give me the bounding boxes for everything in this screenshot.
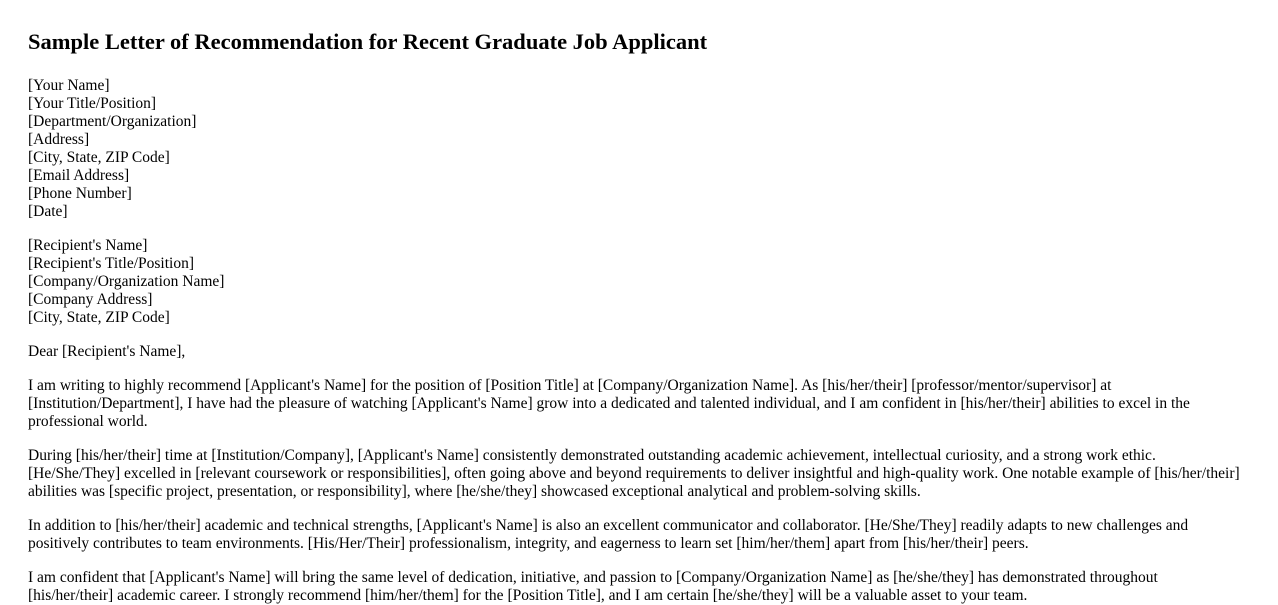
sender-title: [Your Title/Position] <box>28 95 157 112</box>
recipient-title: [Recipient's Title/Position] <box>28 255 194 272</box>
letter-date: [Date] <box>28 203 68 220</box>
recipient-city-state-zip: [City, State, ZIP Code] <box>28 309 170 326</box>
recipient-company-address: [Company Address] <box>28 291 153 308</box>
body-paragraph-conclusion: I am confident that [Applicant's Name] will bring the same level of dedication, initiative, and passion to [Company/Organization Name] as [he/she/they] has demonstrated throughout [his/her/their] academic career. I strongly recommend [him/her/them] for the [Position Title], and I am certain [he/she/they] will be a valuable asset to your team. <box>28 569 1158 604</box>
sender-city-state-zip: [City, State, ZIP Code] <box>28 149 170 166</box>
recipient-address-block <box>28 237 1250 327</box>
body-paragraph-achievements: During [his/her/their] time at [Institution/Company], [Applicant's Name] consistently demonstrated outstanding academic achievement, intellectual curiosity, and a strong work ethic. [He/She/They] excelled in [relevant coursework or responsibilities], often going above and beyond requirements to deliver insightful and high-quality work. One notable example of [his/her/their] abilities was [specific project, presentation, or responsibility], where [he/she/they] showcased exceptional analytical and problem-solving skills. <box>28 447 1240 500</box>
body-paragraph-soft-skills: In addition to [his/her/their] academic and technical strengths, [Applicant's Name] is also an excellent communicator and collaborator. [He/She/They] readily adapts to new challenges and positively contributes to team environments. [His/Her/Their] professionalism, integrity, and eagerness to learn set [him/her/them] apart from [his/her/their] peers. <box>28 517 1189 552</box>
sender-department: [Department/Organization] <box>28 113 197 130</box>
recipient-company: [Company/Organization Name] <box>28 273 225 290</box>
sender-phone: [Phone Number] <box>28 185 132 202</box>
sender-address-block <box>28 77 1250 221</box>
salutation: Dear [Recipient's Name], <box>28 343 186 360</box>
page-title: Sample Letter of Recommendation for Recent Graduate Job Applicant <box>28 29 708 54</box>
sender-address: [Address] <box>28 131 90 148</box>
body-paragraph-intro: I am writing to highly recommend [Applicant's Name] for the position of [Position Title] at [Company/Organization Name]. As [his/her/their] [professor/mentor/supervisor] at [Institution/Department], I have had the pleasure of watching [Applicant's Name] grow into a dedicated and talented individual, and I am confident in [his/her/their] abilities to excel in the professional world. <box>28 377 1190 430</box>
sender-email: [Email Address] <box>28 167 130 184</box>
sender-name: [Your Name] <box>28 77 110 94</box>
recipient-name: [Recipient's Name] <box>28 237 148 254</box>
